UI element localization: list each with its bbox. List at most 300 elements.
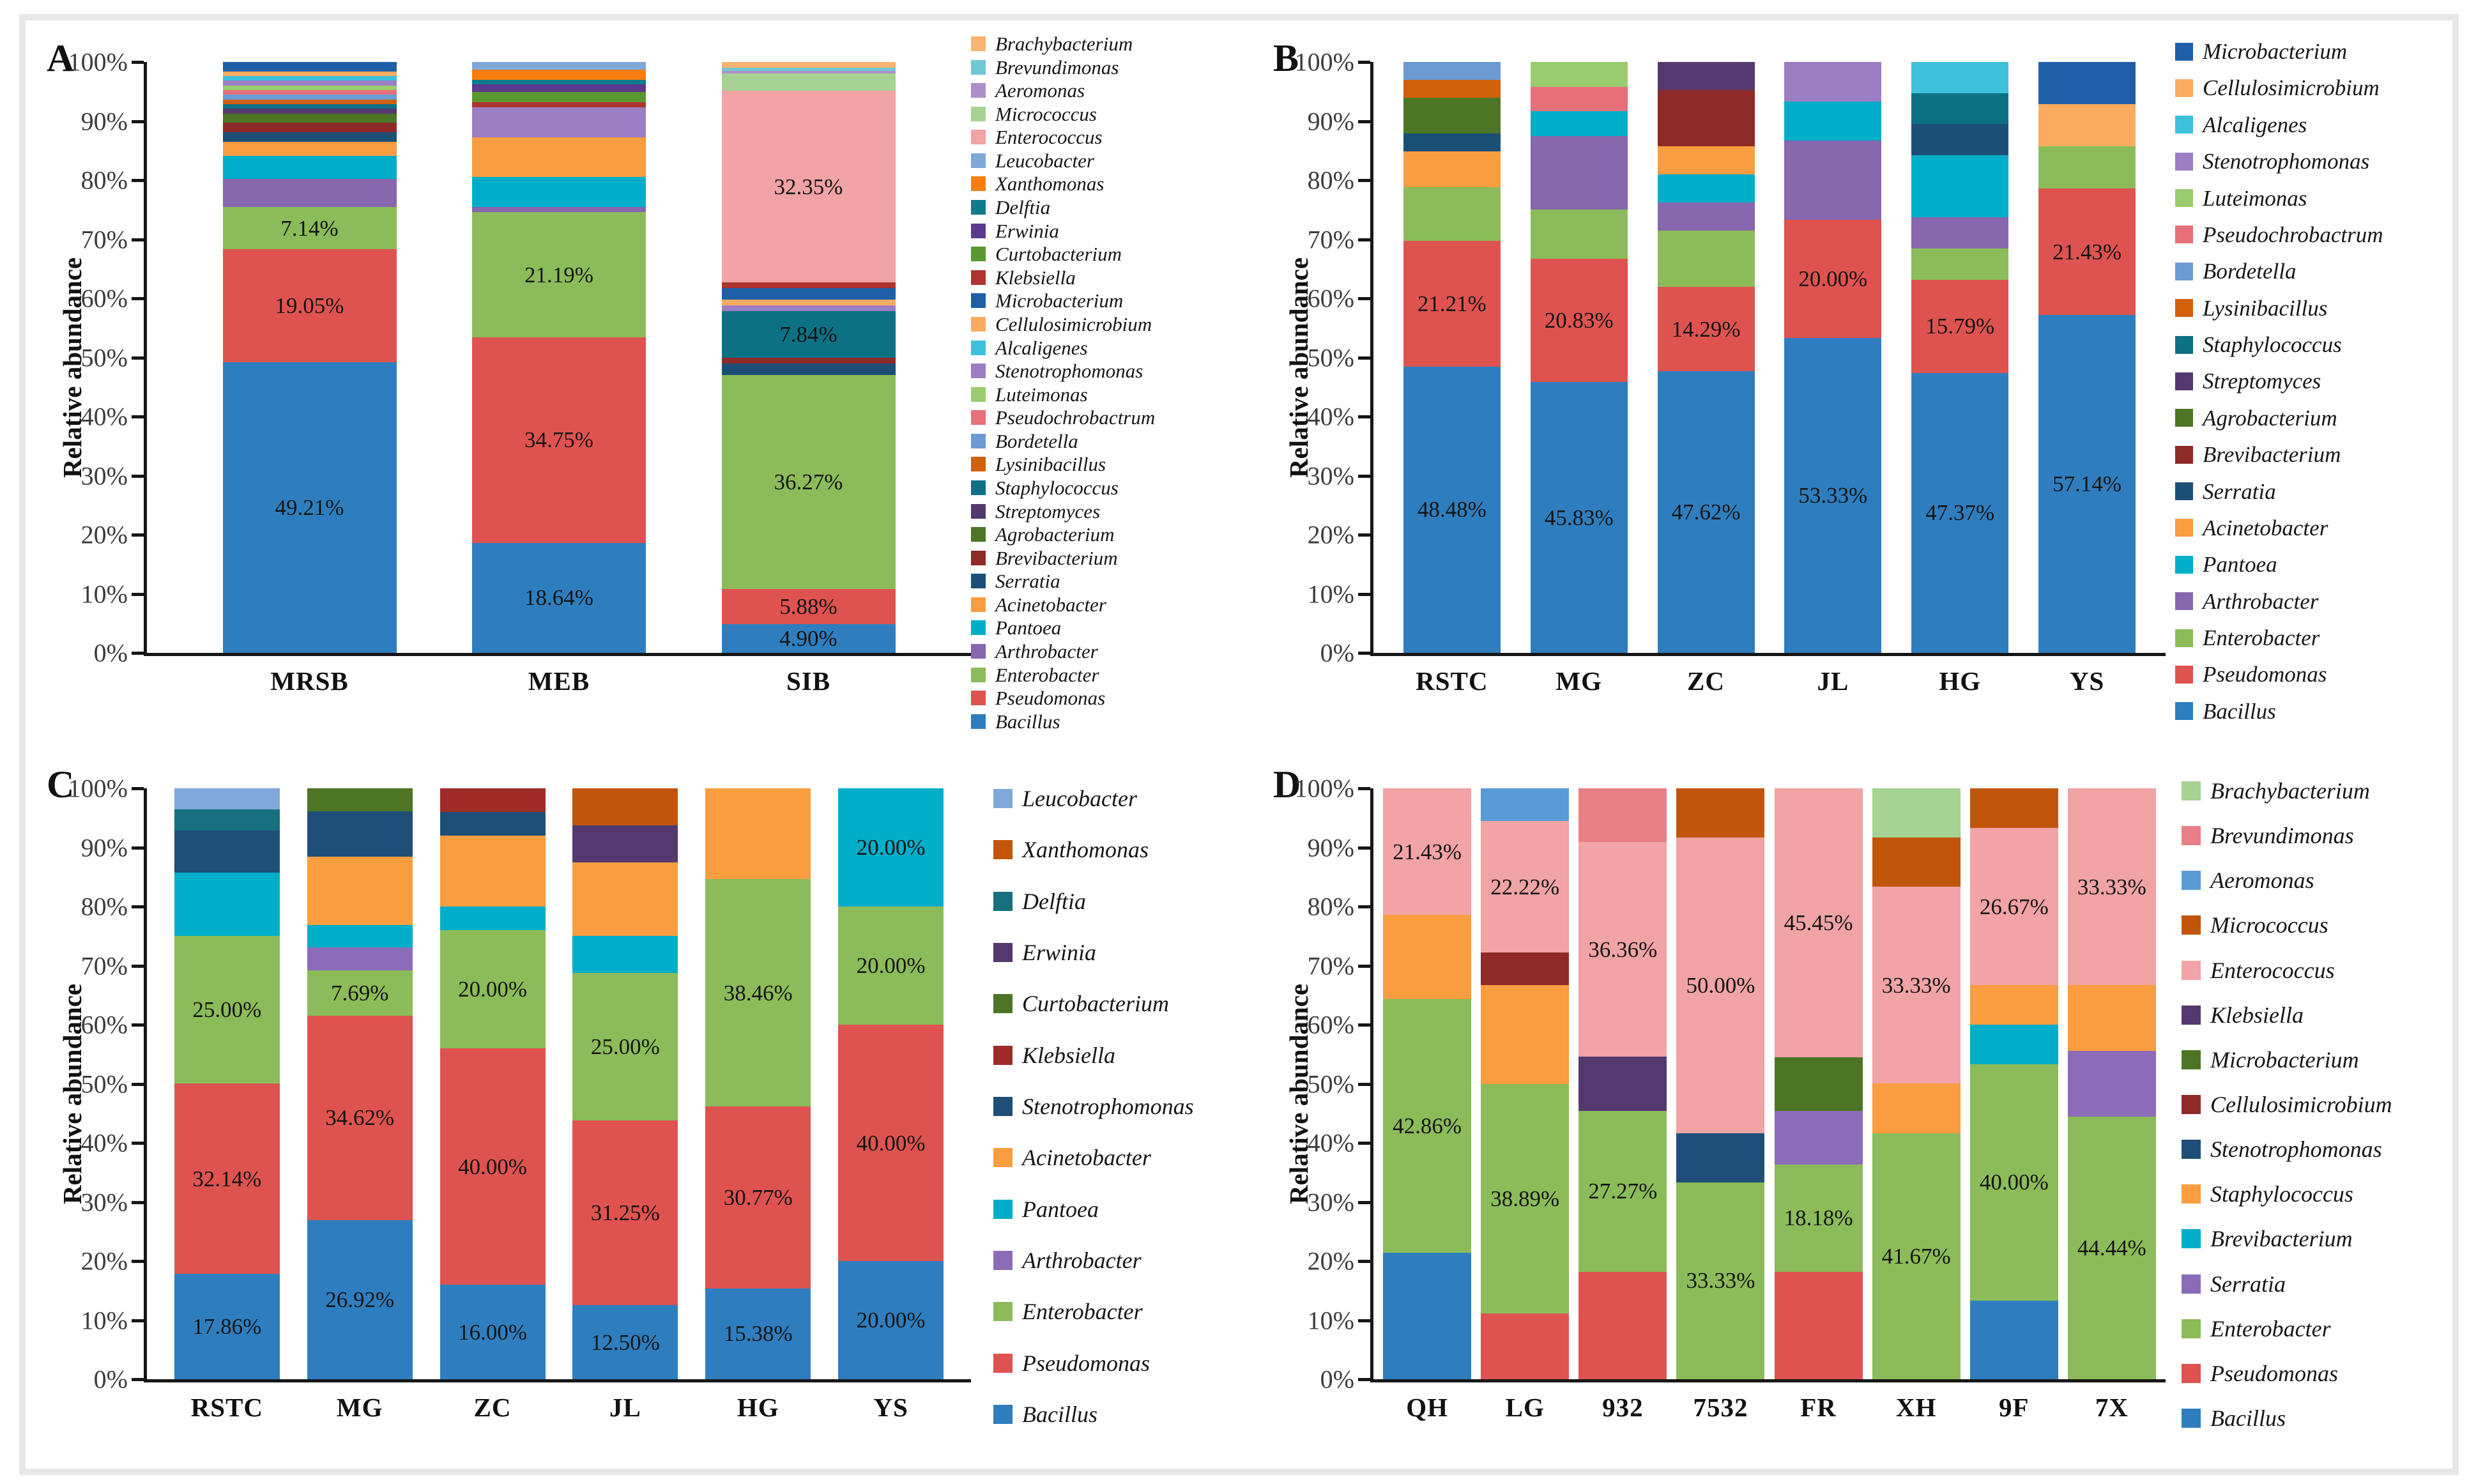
segment-value-label: 33.33% [1686,1268,1755,1294]
legend-genus-label: Enterobacter [1022,1299,1143,1325]
x-tick-label: MG [1556,666,1602,696]
segment-value-label: 50.00% [1686,972,1755,998]
legend-item-pseudochrobactrum [2175,224,2383,246]
segment-value-label: 14.29% [1671,316,1741,342]
legend-genus-label: Micrococcus [995,102,1097,125]
bar-segment-arthrobacter [1784,141,1881,219]
bar-segment-staphylococcus [2068,985,2156,1051]
legend-swatch-icon [971,224,986,238]
y-tick-mark [132,415,144,418]
legend-item-delftia [971,197,1155,217]
legend [993,787,1194,1426]
legend-item-delftia [993,890,1194,913]
y-tick-mark [1358,533,1370,537]
bar-segment-stenotrophomonas [174,830,280,873]
bar-segment-staphylococcus [223,104,397,109]
y-tick-label: 40% [80,1128,128,1158]
bar-segment-acinetobacter [440,836,546,906]
legend-genus-label: Bacillus [1022,1401,1097,1427]
segment-value-label: 26.92% [325,1287,395,1312]
legend-swatch-icon [2175,116,2193,134]
legend-genus-label: Enterococcus [2210,957,2335,983]
y-tick-mark [1358,1319,1370,1322]
y-tick-label: 40% [1307,1128,1354,1158]
bar-segment-erwinia [472,84,646,92]
legend-item-serratia [2175,480,2383,503]
segment-value-label: 34.62% [325,1105,395,1131]
y-tick-label: 30% [80,461,128,490]
legend-genus-label: Bacillus [2203,698,2276,724]
legend-genus-label: Lysinibacillus [995,453,1106,476]
bar-segment-bordetella [223,95,397,99]
bar-segment-pantoea [307,925,413,948]
bar-segment-enterobacter [838,906,944,1025]
bar-segment-enterobacter [1911,249,2008,280]
bar-segment-enterobacter [1658,231,1755,287]
y-tick-mark [1358,179,1370,182]
y-tick-mark [1358,787,1370,790]
bar-segment-bacillus [2038,315,2136,653]
bars [1373,788,2166,1422]
y-tick-mark [1358,1083,1370,1086]
legend-swatch-icon [993,1046,1013,1065]
segment-value-label: 48.48% [1417,497,1487,523]
legend-swatch-icon [971,480,986,495]
legend-item-brevibacterium [971,548,1155,568]
segment-value-label: 42.86% [1393,1113,1462,1139]
legend-swatch-icon [993,1148,1013,1167]
y-tick-mark [132,1319,144,1322]
y-axis-title: Relative abundance [57,257,87,478]
segment-value-label: 22.22% [1490,874,1560,899]
legend-swatch-icon [993,943,1013,962]
bar-segment-pseudomonas [1775,1272,1863,1379]
panel-label: D [1273,763,1301,806]
segment-value-label: 30.77% [723,1184,793,1210]
legend-swatch-icon [2175,263,2193,280]
y-tick-mark [132,1260,144,1263]
y-tick-mark [132,787,144,790]
legend-swatch-icon [971,644,986,659]
segment-value-label: 7.84% [779,321,837,347]
panel-label: B [1273,37,1299,79]
segment-value-label: 45.45% [1784,910,1853,935]
x-tick-label: HG [737,1393,779,1422]
legend-genus-label: Leucobacter [1022,786,1137,811]
legend-item-acinetobacter [2175,517,2383,539]
bar-segment-acinetobacter [223,142,397,156]
legend-swatch-icon [2182,1229,2201,1248]
legend-item-agrobacterium [971,524,1155,544]
x-tick-label: 7X [2095,1393,2129,1422]
legend-swatch-icon [2175,299,2193,317]
bar-segment-bacillus [223,362,397,653]
legend-genus-label: Pseudomonas [2203,662,2327,687]
bar-segment-enterobacter [472,212,646,337]
bar-segment-pantoea [1784,102,1881,141]
bar-segment-bacillus [1383,1253,1471,1379]
legend-genus-label: Brevundimonas [995,56,1119,79]
legend-genus-label: Pseudochrobactrum [995,406,1156,429]
bar-segment-enterobacter [572,973,678,1121]
bar-segment-enterobacter [2068,1117,2156,1379]
legend-genus-label: Brevibacterium [2203,442,2341,468]
bar-segment-lysinibacillus [223,100,397,104]
legend-swatch-icon [971,597,986,612]
y-tick-label: 80% [80,165,128,195]
x-tick-label: LG [1505,1393,1545,1422]
legend-item-serratia [971,571,1155,591]
bar-segment-microbacterium [2038,62,2136,104]
legend-genus-label: Alcaligenes [995,336,1088,359]
legend-genus-label: Alcaligenes [2203,112,2307,137]
legend-genus-label: Microbacterium [995,289,1124,312]
legend-genus-label: Microbacterium [2203,39,2348,64]
bar-segment-serratia [1403,134,1501,151]
segment-value-label: 16.00% [458,1319,527,1345]
x-tick-label: 9F [1998,1393,2029,1422]
segment-value-label: 25.00% [590,1034,660,1060]
legend-genus-label: Pantoea [995,616,1062,639]
bar-segment-bacillus [307,1220,413,1379]
legend-swatch-icon [971,527,986,542]
bar-segment-pseudomonas [1578,1272,1667,1379]
bar-segment-pantoea [472,177,646,207]
legend-item-pseudomonas [993,1352,1194,1375]
legend-item-bacillus [2175,700,2383,723]
legend [2175,40,2383,723]
legend-item-alcaligenes [971,338,1155,358]
bar-segment-pseudomonas [1658,287,1755,371]
legend-genus-label: Agrobacterium [995,523,1115,546]
x-tick-label: MG [336,1393,383,1422]
legend-genus-label: Xanthomonas [995,172,1105,195]
legend-genus-label: Enterococcus [995,126,1103,149]
legend-swatch-icon [2175,409,2193,427]
legend-item-acinetobacter [993,1146,1194,1169]
bar-segment-pantoea [1531,111,1628,136]
legend-genus-label: Leucobacter [995,149,1094,172]
legend-swatch-icon [971,60,986,75]
segment-value-label: 57.14% [2052,471,2122,497]
y-tick-mark [132,593,144,596]
legend-genus-label: Enterobacter [2203,625,2320,650]
bar-segment-brachybacterium [1872,788,1961,838]
legend-item-enterobacter [2175,627,2383,649]
legend-genus-label: Streptomyces [2203,369,2321,394]
legend-swatch-icon [2182,1050,2201,1069]
legend-item-leucobacter [993,787,1194,810]
legend-swatch-icon [993,892,1013,911]
legend-item-pantoea [971,618,1155,638]
segment-value-label: 18.18% [1784,1205,1853,1231]
legend-item-brachybacterium [971,34,1155,54]
x-tick-label: SIB [786,666,831,696]
legend-item-stenotrophomonas [2182,1138,2392,1161]
bar-segment-arthrobacter [1911,217,2008,249]
legend-item-enterobacter [993,1300,1194,1323]
legend-genus-label: Bordetella [2203,259,2297,284]
legend-genus-label: Cellulosimicrobium [2210,1091,2392,1117]
bar-segment-cellulosimicrobium [2038,104,2136,146]
x-tick-label: FR [1800,1393,1837,1422]
legend-swatch-icon [2175,226,2193,243]
y-tick-label: 80% [1307,892,1354,921]
y-tick-label: 20% [80,520,128,549]
legend-swatch-icon [971,620,986,635]
bar-segment-staphylococcus [1383,915,1471,999]
y-tick-label: 100% [68,47,128,77]
legend-genus-label: Bacillus [995,710,1060,733]
legend-genus-label: Arthrobacter [995,640,1098,663]
legend-swatch-icon [971,176,986,191]
bar-segment-pseudomonas [307,1016,413,1220]
legend-swatch-icon [971,270,986,285]
bar-segment-lysinibacillus [1403,80,1501,98]
legend-item-cellulosimicrobium [2175,77,2383,99]
legend-item-pantoea [993,1198,1194,1221]
y-tick-label: 60% [80,1010,128,1039]
segment-value-label: 40.00% [856,1130,926,1156]
bar-segment-pseudomonas [472,337,646,542]
y-tick-mark [1358,356,1370,360]
legend-genus-label: Aeromonas [995,79,1085,102]
legend-genus-label: Staphylococcus [2210,1181,2353,1207]
legend-swatch-icon [993,1405,1013,1424]
legend-genus-label: Aeromonas [2210,868,2314,894]
y-tick-label: 100% [1294,47,1354,77]
bar-segment-arthrobacter [472,207,646,212]
legend-swatch-icon [2182,1184,2201,1204]
bar-segment-erwinia [572,825,678,862]
legend-item-arthrobacter [2175,590,2383,613]
bar-segment-stenotrophomonas [722,305,896,311]
legend-item-staphylococcus [2182,1182,2392,1205]
legend-item-lysinibacillus [2175,297,2383,319]
y-tick-label: 10% [1307,579,1354,608]
bar-segment-agrobacterium [1403,98,1501,134]
legend-genus-label: Acinetobacter [995,593,1106,616]
bar-segment-bacillus [174,1274,280,1379]
y-tick-mark [1358,1201,1370,1204]
bar-segment-bacillus [1911,373,2008,653]
legend-genus-label: Pantoea [2203,552,2277,578]
legend-genus-label: Stenotrophomonas [995,360,1143,383]
y-tick-mark [132,965,144,968]
legend-swatch-icon [971,107,986,121]
bar-segment-xanthomonas [572,788,678,825]
y-tick-label: 0% [1320,638,1354,668]
bar-segment-bacillus [722,624,896,653]
x-tick-label: JL [1817,666,1849,696]
legend-swatch-icon [993,1097,1013,1116]
bar-segment-klebsiella [1578,1057,1667,1110]
segment-value-label: 5.88% [779,593,837,619]
legend-swatch-icon [971,130,986,144]
legend-swatch-icon [971,668,986,682]
bar-segment-enterobacter [1775,1165,1863,1272]
segment-value-label: 49.21% [275,494,344,520]
y-tick-label: 90% [1307,833,1354,862]
legend-swatch-icon [2175,153,2193,171]
bar-segment-brachybacterium [722,62,896,68]
y-tick-label: 0% [1320,1365,1354,1394]
bar-segment-cellulosimicrobium [722,300,896,305]
stacked-bar-rstc [174,788,280,1422]
bar-segment-staphylococcus [1911,93,2008,125]
bar-segment-pseudomonas [223,249,397,362]
segment-value-label: 44.44% [2077,1235,2146,1260]
y-tick-mark [1358,61,1370,64]
stacked-bar-mrsb [223,62,397,696]
legend-swatch-icon [971,293,986,308]
legend-swatch-icon [971,247,986,261]
y-tick-label: 100% [1294,774,1354,803]
stacked-bar-7x [2068,788,2156,1422]
stacked-bar-hg [705,788,811,1422]
legend-swatch-icon [2175,556,2193,574]
bar-segment-bacillus [1784,338,1881,653]
bar-segment-aeromonas [1481,788,1569,821]
segment-value-label: 40.00% [458,1154,527,1179]
bar-segment-pantoea [838,788,944,906]
panel-c-chart [35,749,1252,1467]
stacked-bar-mg [307,788,413,1422]
stacked-bar-hg [1911,62,2008,696]
legend-item-cellulosimicrobium [2182,1093,2392,1116]
y-tick-label: 80% [1307,165,1354,195]
legend-swatch-icon [971,317,986,332]
y-tick-mark [1358,846,1370,850]
bar-segment-enterobacter [1970,1064,2058,1301]
bar-segment-enterococcus [722,91,896,282]
legend-swatch-icon [2175,482,2193,500]
bar-segment-aeromonas [722,71,896,74]
bar-segment-pseudomonas [2038,188,2136,315]
bar-segment-pantoea [572,936,678,973]
y-tick-mark [132,179,144,182]
legend-item-aeromonas [971,80,1155,100]
legend-genus-label: Serratia [2210,1271,2286,1297]
legend-genus-label: Serratia [995,570,1060,593]
legend-swatch-icon [971,574,986,588]
bar-segment-microbacterium [1775,1057,1863,1111]
x-tick-label: MRSB [270,666,349,696]
bar-segment-enterobacter [1531,210,1628,259]
legend-swatch-icon [993,789,1013,808]
y-tick-mark [132,475,144,478]
bar-segment-serratia [223,132,397,142]
bar-segment-pantoea [223,156,397,180]
y-tick-label: 50% [1307,343,1354,372]
bar-segment-agrobacterium [223,114,397,123]
y-tick-mark [132,1083,144,1086]
legend-genus-label: Staphylococcus [995,476,1119,499]
bar-segment-enterococcus [2068,788,2156,985]
y-tick-label: 70% [80,951,128,980]
y-tick-label: 80% [80,892,128,921]
legend-genus-label: Micrococcus [2210,912,2328,938]
legend-item-klebsiella [2182,1004,2392,1027]
bar-segment-bacillus [705,1289,811,1379]
legend-swatch-icon [2182,915,2201,935]
legend-swatch-icon [2182,781,2201,800]
bar-segment-pseudomonas [1403,241,1501,366]
y-tick-mark [132,533,144,537]
segment-value-label: 20.00% [856,953,926,978]
stacked-bar-jl [1784,62,1881,696]
stacked-bar-sib [722,62,896,696]
legend-swatch-icon [971,410,986,425]
bar-segment-enterobacter [2038,146,2136,188]
bar-segment-enterococcus [1481,821,1569,952]
legend-swatch-icon [2175,43,2193,61]
bar-segment-leucobacter [174,788,280,809]
bar-segment-pseudomonas [440,1048,546,1285]
stacked-bar-qh [1383,788,1471,1422]
legend-genus-label: Brevundimonas [2210,823,2354,849]
segment-value-label: 38.46% [723,980,793,1006]
legend-item-bordetella [971,431,1155,451]
bar-segment-pseudomonas [572,1121,678,1305]
legend-genus-label: Streptomyces [995,500,1101,523]
legend-item-curtobacterium [993,992,1194,1015]
bar-segment-serratia [2068,1051,2156,1117]
y-tick-label: 0% [93,1365,128,1394]
y-tick-mark [1358,1378,1370,1381]
legend-swatch-icon [2175,372,2193,390]
y-tick-label: 60% [80,284,128,313]
bar-segment-curtobacterium [472,92,646,102]
y-tick-mark [1358,297,1370,300]
bar-segment-pseudomonas [1481,1313,1569,1379]
bar-segment-brevibacterium [722,358,896,363]
legend-genus-label: Agrobacterium [2203,405,2337,431]
segment-value-label: 20.00% [856,835,926,860]
legend-genus-label: Klebsiella [995,266,1076,289]
legend-item-pseudomonas [971,688,1155,708]
legend-item-xanthomonas [993,838,1194,861]
legend-swatch-icon [971,83,986,98]
legend-item-stenotrophomonas [2175,150,2383,172]
bar-segment-arthrobacter [1531,136,1628,210]
bar-segment-cellulosimicrobium [223,72,397,76]
bar-segment-brevundimonas [1578,788,1667,842]
panel-d-chart [1262,749,2469,1467]
bar-segment-stenotrophomonas [1784,62,1881,102]
bar-segment-arthrobacter [1658,203,1755,231]
legend-item-enterobacter [2182,1317,2392,1340]
stacked-bar-lg [1481,788,1569,1422]
bar-segment-stenotrophomonas [1676,1133,1764,1182]
legend-item-cellulosimicrobium [971,314,1155,334]
segment-value-label: 19.05% [275,293,344,319]
stacked-bar-7532 [1676,788,1764,1422]
bar-segment-enterobacter [1383,999,1471,1252]
legend-swatch-icon [993,1200,1013,1219]
bar-segment-enterobacter [722,375,896,590]
legend-item-erwinia [971,221,1155,241]
legend-item-brachybacterium [2182,779,2392,802]
y-tick-mark [132,1378,144,1381]
legend-item-klebsiella [971,268,1155,287]
legend-genus-label: Arthrobacter [1022,1247,1142,1273]
y-tick-label: 40% [80,402,128,431]
legend-swatch-icon [971,504,986,519]
legend-item-micrococcus [2182,914,2392,937]
legend-item-stenotrophomonas [993,1095,1194,1118]
y-tick-mark [1358,652,1370,655]
